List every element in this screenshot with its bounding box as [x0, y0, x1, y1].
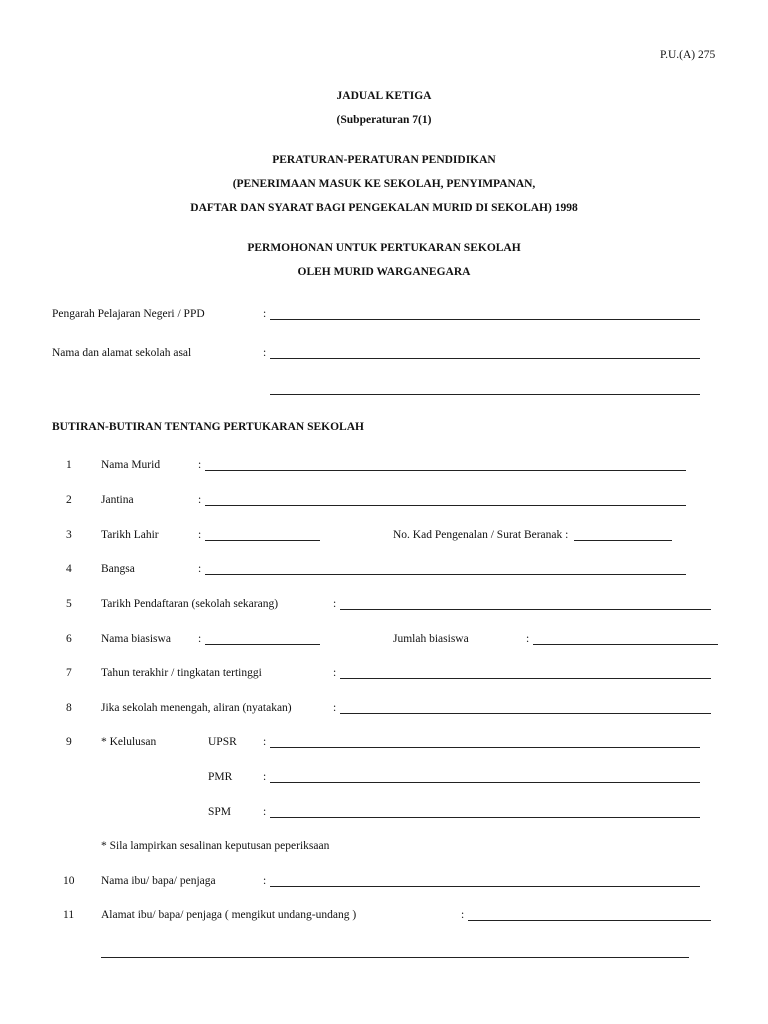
gender-label: Jantina	[101, 494, 134, 506]
colon: :	[263, 806, 267, 818]
id-card-label: No. Kad Pengenalan / Surat Beranak :	[393, 529, 569, 541]
exam-spm-label: SPM	[208, 806, 232, 818]
director-field[interactable]	[270, 319, 700, 320]
scholarship-amount-field[interactable]	[533, 644, 718, 645]
application-title-1: PERMOHONAN UNTUK PERTUKARAN SEKOLAH	[247, 242, 521, 254]
item-number: 2	[66, 494, 72, 506]
colon: :	[198, 459, 202, 471]
colon: :	[333, 667, 337, 679]
guardian-address-label: Alamat ibu/ bapa/ penjaga ( mengikut undang-undang )	[101, 909, 357, 921]
item-number: 9	[66, 736, 72, 748]
guardian-address-field-1[interactable]	[468, 920, 711, 921]
registration-date-field[interactable]	[340, 609, 711, 610]
school-label: Nama dan alamat sekolah asal	[52, 347, 192, 359]
colon: :	[526, 633, 530, 645]
birth-date-label: Tarikh Lahir	[101, 529, 159, 541]
student-name-field[interactable]	[205, 470, 686, 471]
item-number: 8	[66, 702, 72, 714]
birth-date-field[interactable]	[205, 540, 320, 541]
stream-label: Jika sekolah menengah, aliran (nyatakan)	[101, 702, 292, 714]
item-number: 7	[66, 667, 72, 679]
student-name-label: Nama Murid	[101, 459, 161, 471]
guardian-name-label: Nama ibu/ bapa/ penjaga	[101, 875, 216, 887]
item-number: 1	[66, 459, 72, 471]
qualification-label: * Kelulusan	[101, 736, 157, 748]
colon: :	[263, 771, 267, 783]
spm-field[interactable]	[270, 817, 700, 818]
school-field-line-1[interactable]	[270, 358, 700, 359]
colon: :	[198, 633, 202, 645]
item-number: 10	[63, 875, 75, 887]
registration-date-label: Tarikh Pendaftaran (sekolah sekarang)	[101, 598, 279, 610]
exam-upsr-label: UPSR	[208, 736, 237, 748]
director-colon: :	[263, 308, 267, 320]
schedule-title: JADUAL KETIGA	[336, 90, 432, 102]
subregulation: (Subperaturan 7(1)	[336, 114, 432, 126]
race-field[interactable]	[205, 574, 686, 575]
item-number: 5	[66, 598, 72, 610]
colon: :	[461, 909, 465, 921]
scholarship-name-label: Nama biasiswa	[101, 633, 171, 645]
guardian-address-field-2[interactable]	[101, 957, 689, 958]
item-number: 6	[66, 633, 72, 645]
colon: :	[198, 529, 202, 541]
gender-field[interactable]	[205, 505, 686, 506]
item-number: 4	[66, 563, 72, 575]
school-field-line-2[interactable]	[270, 394, 700, 395]
school-colon: :	[263, 347, 267, 359]
id-card-field[interactable]	[574, 540, 672, 541]
footnote: * Sila lampirkan sesalinan keputusan peperiksaan	[101, 840, 330, 852]
guardian-name-field[interactable]	[270, 886, 700, 887]
race-label: Bangsa	[101, 563, 135, 575]
last-year-field[interactable]	[340, 678, 711, 679]
upsr-field[interactable]	[270, 747, 700, 748]
pmr-field[interactable]	[270, 782, 700, 783]
item-number: 11	[63, 909, 75, 921]
scholarship-amount-label: Jumlah biasiswa	[393, 633, 469, 645]
colon: :	[198, 563, 202, 575]
director-label: Pengarah Pelajaran Negeri / PPD	[52, 308, 205, 320]
regulation-line-1: PERATURAN-PERATURAN PENDIDIKAN	[272, 154, 496, 166]
exam-pmr-label: PMR	[208, 771, 233, 783]
page-reference: P.U.(A) 275	[660, 49, 716, 61]
last-year-label: Tahun terakhir / tingkatan tertinggi	[101, 667, 262, 679]
colon: :	[333, 702, 337, 714]
scholarship-name-field[interactable]	[205, 644, 320, 645]
regulation-line-2: (PENERIMAAN MASUK KE SEKOLAH, PENYIMPANAN,	[232, 178, 536, 190]
section-title: BUTIRAN-BUTIRAN TENTANG PERTUKARAN SEKOLAH	[52, 421, 364, 433]
colon: :	[263, 875, 267, 887]
application-title-2: OLEH MURID WARGANEGARA	[297, 266, 471, 278]
colon: :	[263, 736, 267, 748]
colon: :	[333, 598, 337, 610]
stream-field[interactable]	[340, 713, 711, 714]
item-number: 3	[66, 529, 72, 541]
regulation-line-3: DAFTAR DAN SYARAT BAGI PENGEKALAN MURID DI SEKOLAH) 1998	[190, 202, 578, 214]
colon: :	[198, 494, 202, 506]
